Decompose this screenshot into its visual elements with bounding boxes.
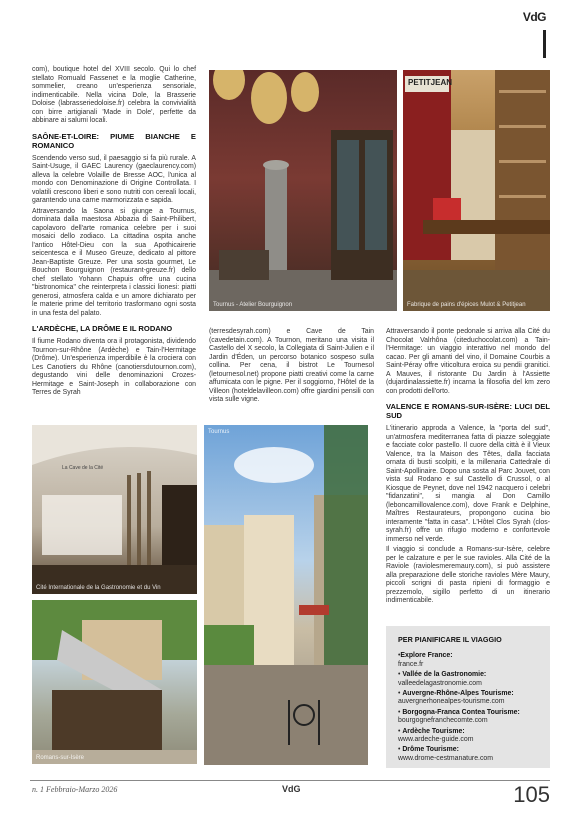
magazine-logo: VdG — [522, 10, 546, 24]
photo-wine-cellar — [32, 425, 197, 594]
info-item: • Auvergne-Rhône-Alpes Tourisme: auvergnerhonealpes-tourisme.com — [398, 690, 514, 706]
info-link[interactable]: valleedelagastronomie.com — [398, 679, 482, 687]
photo-atelier — [209, 70, 397, 311]
info-link[interactable]: www.ardeche-guide.com — [398, 736, 474, 744]
article-column-1 — [32, 66, 196, 400]
photo-caption: Tournus — [208, 429, 230, 435]
photo-shop-illustration — [403, 70, 550, 311]
paragraph: Il viaggio si conclude a Romans-sur-Isère, celebre per le calzature e per le sue ravioles. Alla Cité de la Raviole (raviolesmeremaury.com), si può assistere alla preparazione delle storiche ravioles Mère Maury, piccoli scrigni di pasta ripieni di formaggio e prezzemolo, sigillo perfetto di un itinerario indimenticabile. — [386, 546, 550, 604]
photo-shop — [403, 70, 550, 311]
paragraph: Scendendo verso sud, il paesaggio si fa più rurale. A Saint-Usuge, il GAEC Laurency (gaeclaurency.com) alleva la celebre Volaille de Bresse AOC, l'unica al mondo con Denominazione di Origine Controllata. I volatili crescono liberi e sono nutriti con cereali locali, garantendo una carne marmorizzata e sapida. — [32, 154, 196, 204]
article-column-2 — [209, 328, 374, 407]
photo-tournus-street — [204, 425, 368, 765]
issue-label: n. 1 Febbraio-Marzo 2026 — [32, 785, 118, 794]
page-number: 105 — [513, 782, 550, 807]
paragraph: Attraversando il ponte pedonale si arriva alla Cité du Chocolat Valrhôna (citeduchocolat.com) a Tain-l'Hermitage: un viaggio interattivo nel mondo del cacao. Per gli amanti del vino, il Domaine Courbis a Saint-Péray offre viticoltura eroica su pendii granitici. A Mauves, il ristorante Du Jardin à l'Assiette (dujardinalassiette.fr) incarna la filosofia del km zero con prodotti dell'orto. — [386, 328, 550, 395]
photo-caption: Fabrique de pains d'épices Mulot & Petitjean — [407, 302, 526, 308]
footer-divider — [30, 780, 550, 781]
intro-paragraph: com), boutique hotel del XVIII secolo. Qui lo chef stellato Romuald Fassenet e la moglie Catherine, sommelier, creano un'esperienza sensoriale, indimenticabile. Nella vicina Dole, la Brasserie Doloise (labrasseriedoloise.fr) celebra la convivialità con birre artigianali 'Made in Dole', perfette da abbinare ai salumi locali. — [32, 66, 196, 124]
photo-caption: Cité Internationale de la Gastronomie et du Vin — [36, 585, 161, 591]
info-link[interactable]: auvergnerhonealpes-tourisme.com — [398, 698, 505, 706]
travel-info-box — [386, 626, 550, 768]
info-item: • Borgogna-Franca Contea Tourisme: bourgognefranchecomte.com — [398, 708, 520, 725]
photo-street-illustration — [204, 425, 368, 765]
photo-cellar-illustration — [32, 425, 197, 594]
photo-caption: Romans-sur-Isère — [36, 755, 85, 761]
photo-atelier-illustration — [209, 70, 397, 311]
section-heading-ardeche: L'ARDÈCHE, LA DRÔME E IL RODANO — [32, 324, 173, 333]
section-heading-saone: SAÔNE-ET-LOIRE: PIUME BIANCHE E ROMANICO — [32, 131, 196, 150]
footer-logo: VdG — [282, 784, 301, 794]
shop-sign: PETITJEAN — [408, 78, 453, 87]
paragraph: Il fiume Rodano diventa ora il protagonista, dividendo Tournon-sur-Rhône (Ardèche) e Tain-l'Hermitage (Drôme). Un'esperienza imperdibile è la crociera con Les Canotiers du Rhône (canotiersdutournon.com), degustando vini delle denominazioni Crozes-Hermitage e Saint-Joseph in collaborazione con Terres de Syrah — [32, 338, 196, 396]
paragraph: L'itinerario approda a Valence, la "porta del sud", un'atmosfera mediterranea fatta di piazze soleggiate e facciate color pastello. Il cuore della città è il Vieux Valence, tra la Maison des Têtes, dalla facciata ornata di busti scolpiti, e la millenaria Cattedrale di Saint-Apollinaire. Dopo una sosta al Parc Jouvet, con vista sul Rodano e sul Castello di Crussol, o al Kiosque de Peynet, dove nel 1942 nacquero i celebri "fidanzatini", si mangia al Don Camillo (leboncamillovalence.com), dove Frank e Delphine, Maîtres Restaurateurs, propongono cucina bio interamente "fatta in casa". L'Hôtel Clos Syrah (clos-syrah.fr) offre un rifugio moderno e confortevole immerso nel verde. — [386, 425, 550, 543]
info-item: • Ardèche Tourisme: www.ardeche-guide.com — [398, 727, 474, 744]
photo-romans-sculpture — [32, 600, 197, 764]
info-link[interactable]: bourgognefranchecomte.com — [398, 717, 488, 725]
section-heading-valence: VALENCE E ROMANS-SUR-ISÈRE: LUCI DEL SUD — [386, 402, 550, 420]
paragraph: (terresdesyrah.com) e Cave de Tain (cavedetain.com). A Tournon, meritano una visita il Castello del X secolo, la Collegiata di Saint-Julien e il Jardin d'Éden, un percorso botanico sospeso sulla collina. Per cena, il bistrot Le Tournesol (letournesol.net) propone piatti creativi come la carne affumicata con le pigne. Per il soggiorno, l'Hôtel de la Villeon (hoteldelavilleon.com) offre giardini pensili con vista sulle vigne. — [209, 328, 374, 403]
box-title: PER PIANIFICARE IL VIAGGIO — [398, 635, 502, 644]
info-link[interactable]: france.fr — [398, 660, 424, 668]
article-column-3 — [386, 328, 550, 608]
info-item: •Explore France: france.fr — [398, 652, 453, 668]
photo-caption: Tournus - Atelier Bourguignon — [213, 302, 293, 308]
info-link[interactable]: www.drome-cestmanature.com — [398, 754, 493, 762]
info-item: • Vallée de la Gastronomie: valleedelagastronomie.com — [398, 671, 487, 687]
cellar-sign: La Cave de la Cité — [62, 465, 104, 471]
header-bar — [543, 30, 546, 58]
info-item: • Drôme Tourisme: www.drome-cestmanature.com — [398, 746, 493, 762]
photo-sculpture-illustration — [32, 600, 197, 764]
paragraph: Attraversando la Saona si giunge a Tournus, dominata dalla maestosa Abbazia di Saint-Philibert, capolavoro dell'arte romanica celebre per i suoi mosaici dello zodiaco. La cittadina ospita anche l'antico Hôtel-Dieu con la sua Apothicairerie seicentesca e il Museo Greuze, dedicato al pittore Jean-Baptiste Greuze. Per una sosta gourmet, Le Bouchon Bourguignon (restaurant-greuze.fr) dello chef stellato Yohann Chapuis offre una cucina "bistronomica" che reinterpreta i classici lionesi: piatti generosi, atmosfera calda e un amore dichiarato per le materie prime del territorio trasformano ogni sosta in una festa del palato. — [32, 207, 196, 317]
